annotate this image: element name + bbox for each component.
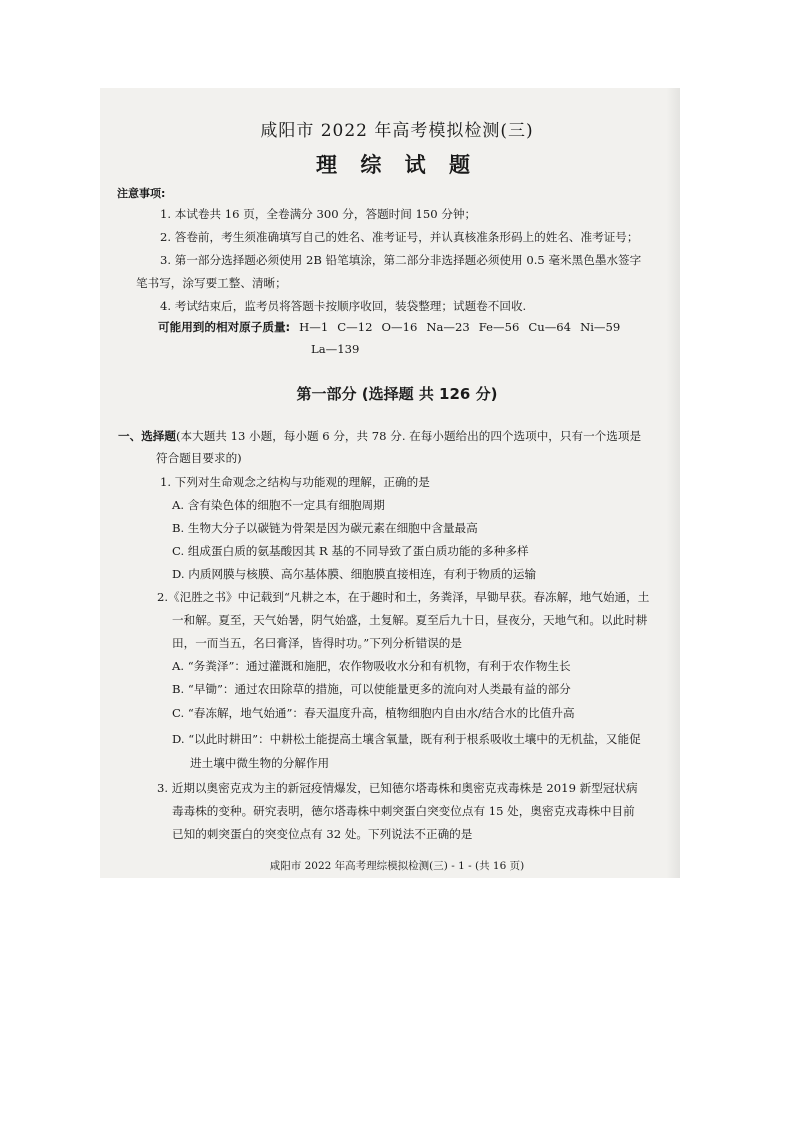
- atomic-mass-ni: Ni—59: [580, 320, 621, 334]
- question-2-option-d: D. “以此时耕田”：中耕松土能提高土壤含氧量，既有利于根系吸收土壤中的无机盐，又能促: [172, 732, 641, 746]
- section-heading: 一、选择题: [118, 429, 176, 443]
- note-item: 3. 第一部分选择题必须使用 2B 铅笔填涂，第二部分非选择题必须使用 0.5 毫米黑色墨水签字: [160, 253, 642, 267]
- atomic-mass-na: Na—23: [426, 320, 470, 334]
- atomic-mass-line: [158, 319, 620, 335]
- question-2-option-c: C. “春冻解，地气始通”：春天温度升高，植物细胞内自由水/结合水的比值升高: [172, 706, 575, 720]
- question-3-stem-cont: 毒毒株的变种。研究表明，德尔塔毒株中刺突蛋白突变位点有 15 处，奥密克戎毒株中目前: [172, 804, 635, 818]
- exam-subject: 理 综 试 题: [316, 153, 478, 177]
- question-2-option-b: B. “早锄”：通过农田除草的措施，可以使能量更多的流向对人类最有益的部分: [172, 682, 571, 696]
- question-1-option-c: C. 组成蛋白质的氨基酸因其 R 基的不同导致了蛋白质功能的多种多样: [172, 544, 529, 558]
- question-2-option-d-cont: 进土壤中微生物的分解作用: [190, 756, 330, 770]
- atomic-mass-o: O—16: [381, 320, 418, 334]
- atomic-mass-la: La—139: [311, 342, 360, 356]
- question-1-option-d: D. 内质网膜与核膜、高尔基体膜、细胞膜直接相连，有利于物质的运输: [172, 567, 537, 581]
- atomic-mass-c: C—12: [337, 320, 373, 334]
- question-1-option-a: A. 含有染色体的细胞不一定具有细胞周期: [172, 498, 385, 512]
- atomic-mass-cu: Cu—64: [528, 320, 572, 334]
- note-item: 笔书写，涂写要工整、清晰；: [136, 276, 287, 290]
- question-1-option-b: B. 生物大分子以碳链为骨架是因为碳元素在细胞中含量最高: [172, 521, 478, 535]
- section-description: (本大题共 13 小题，每小题 6 分，共 78 分. 在每小题给出的四个选项中，只有一个选项是: [175, 429, 642, 443]
- part-one-title: 第一部分 (选择题 共 126 分): [296, 385, 498, 403]
- exam-title: 咸阳市 2022 年高考模拟检测(三): [260, 121, 534, 141]
- question-3-stem-cont: 已知的刺突蛋白的突变位点有 32 处。下列说法不正确的是: [172, 827, 473, 841]
- question-2-option-a: A. “务粪泽”：通过灌溉和施肥，农作物吸收水分和有机物，有利于农作物生长: [172, 659, 571, 673]
- atomic-mass-fe: Fe—56: [478, 320, 520, 334]
- question-1-stem: 1. 下列对生命观念之结构与功能观的理解，正确的是: [160, 475, 430, 489]
- section-line: [118, 428, 641, 444]
- question-2-stem-cont: 一和解。夏至，天气始暑，阴气始盛，土复解。夏至后九十日，昼夜分，天地气和。以此时耕: [172, 613, 648, 627]
- page-edge-shadow: [666, 88, 680, 878]
- atomic-mass-label: 可能用到的相对原子质量:: [158, 320, 291, 334]
- page-footer: 咸阳市 2022 年高考理综模拟检测(三) - 1 - (共 16 页): [269, 860, 525, 872]
- question-2-stem-cont: 田，一而当五，名曰膏泽，皆得时功。”下列分析错误的是: [172, 636, 462, 650]
- note-item: 1. 本试卷共 16 页，全卷满分 300 分，答题时间 150 分钟；: [160, 207, 477, 221]
- question-2-stem: 2.《氾胜之书》中记载到“凡耕之本，在于趣时和土，务粪泽，早锄早获。春冻解，地气始通，土: [157, 590, 650, 604]
- note-item: 4. 考试结束后，监考员将答题卡按顺序收回，装袋整理；试题卷不回收.: [160, 299, 527, 313]
- notes-heading: 注意事项:: [117, 187, 166, 200]
- note-item: 2. 答卷前，考生须准确填写自己的姓名、准考证号，并认真核准条形码上的姓名、准考证号；: [160, 230, 639, 244]
- section-description-cont: 符合题目要求的): [156, 451, 242, 465]
- atomic-mass-h: H—1: [299, 320, 329, 334]
- question-3-stem: 3. 近期以奥密克戎为主的新冠疫情爆发，已知德尔塔毒株和奥密克戎毒株是 2019 新型冠状病: [157, 781, 638, 795]
